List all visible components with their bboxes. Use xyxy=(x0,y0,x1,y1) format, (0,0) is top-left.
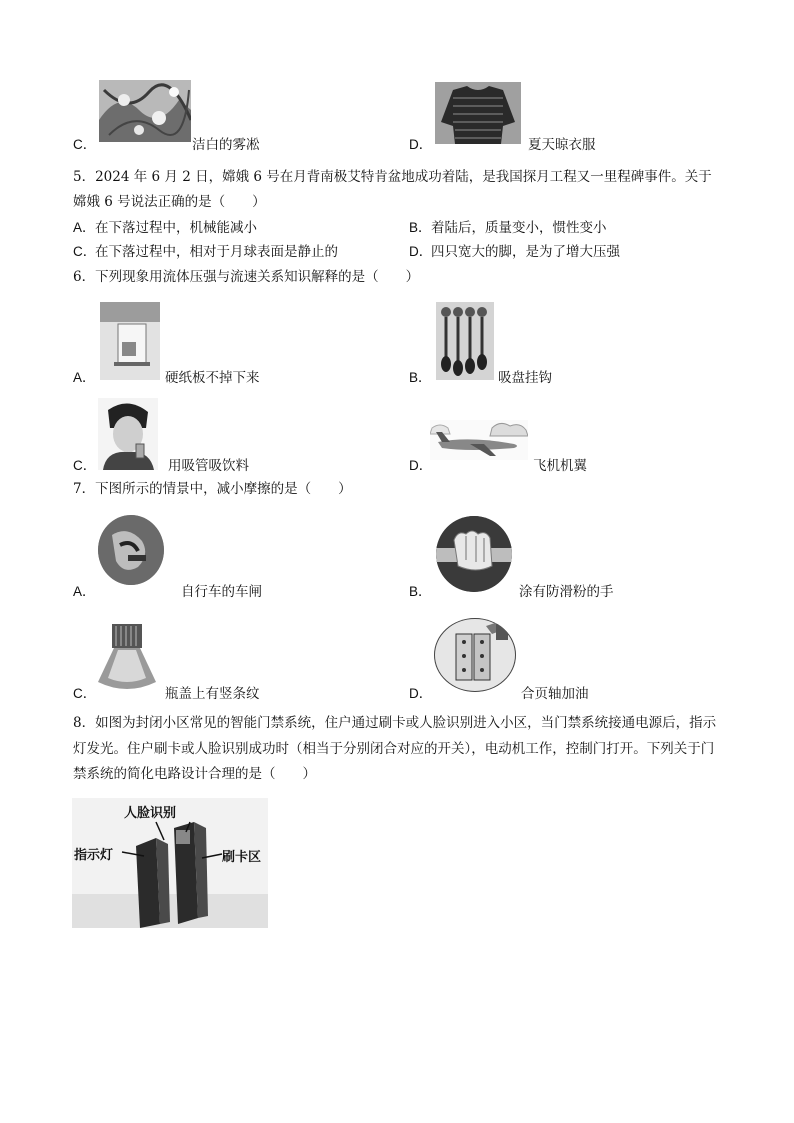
bottle-cap-photo xyxy=(94,620,160,692)
q7-option-a-text: 自行车的车闸 xyxy=(181,584,262,600)
sweater-photo xyxy=(435,82,521,144)
access-gate-figure xyxy=(72,798,268,928)
q6-option-b-text: 吸盘挂钩 xyxy=(498,370,552,386)
q5-option-b-letter: B． xyxy=(409,220,432,235)
q6-option-b-letter: B． xyxy=(409,370,432,385)
q5-option-d-letter: D． xyxy=(409,244,433,259)
q6-option-a-letter: A． xyxy=(73,370,96,385)
q4-option-d-text: 夏天晾衣服 xyxy=(528,137,596,153)
q7-option-b-text: 涂有防滑粉的手 xyxy=(519,584,614,600)
q5-option-a-text: 在下落过程中，机械能减小 xyxy=(95,220,257,236)
gate-label-card: 刷卡区 xyxy=(222,850,262,865)
q5-option-a-letter: A． xyxy=(73,220,96,235)
q7-option-c-letter: C． xyxy=(73,686,97,701)
q7-option-d-letter: D． xyxy=(409,686,433,701)
bike-brake-photo xyxy=(98,515,164,585)
q5-option-c-letter: C． xyxy=(73,244,97,259)
q6-option-a-text: 硬纸板不掉下来 xyxy=(165,370,260,386)
q6-option-c-letter: C． xyxy=(73,458,97,473)
q4-option-d-letter: D． xyxy=(409,137,433,152)
q6-option-c-text: 用吸管吸饮料 xyxy=(168,458,249,474)
boy-drinking-photo xyxy=(98,398,158,470)
q6-stem: 6．下列现象用流体压强与流速关系知识解释的是（ ） xyxy=(73,269,420,285)
q7-option-c-text: 瓶盖上有竖条纹 xyxy=(165,686,260,702)
q6-option-d-letter: D． xyxy=(409,458,433,473)
q5-option-c-text: 在下落过程中，相对于月球表面是静止的 xyxy=(95,244,338,260)
q7-option-a-letter: A． xyxy=(73,584,96,599)
q5-option-b-text: 着陆后，质量变小，惯性变小 xyxy=(431,220,607,236)
q6-option-d-text: 飞机机翼 xyxy=(533,458,587,474)
hinge-oil-photo xyxy=(434,618,516,692)
q7-option-d-text: 合页轴加油 xyxy=(521,686,589,702)
gate-label-light: 指示灯 xyxy=(74,848,114,863)
airplane-photo xyxy=(430,420,528,460)
q8-stem: 8．如图为封闭小区常见的智能门禁系统，住户通过刷卡或人脸识别进入小区，当门禁系统接通电源后，指示灯发光。住户刷卡或人脸识别成功时（相当于分别闭合对应的开关），电动机工作，控制门打开。下列关于门禁系统的简化电路设计合理的是（ ） xyxy=(73,715,717,782)
q4-option-c-letter: C． xyxy=(73,137,97,152)
q7-option-b-letter: B． xyxy=(409,584,432,599)
q7-stem: 7．下图所示的情景中，减小摩擦的是（ ） xyxy=(73,481,352,497)
chalk-hand-photo xyxy=(436,516,512,592)
frost-rime-photo xyxy=(99,80,191,142)
suction-hooks-photo xyxy=(436,302,494,380)
cardboard-glass-photo xyxy=(100,302,160,380)
gate-label-face: 人脸识别 xyxy=(124,806,177,821)
q5-stem: 5．2024 年 6 月 2 日，嫦娥 6 号在月背南极艾特肯盆地成功着陆，是我国探月工程又一里程碑事件。关于嫦娥 6 号说法正确的是（ ） xyxy=(73,169,712,210)
q5-option-d-text: 四只宽大的脚，是为了增大压强 xyxy=(431,244,620,260)
q4-option-c-text: 洁白的雾凇 xyxy=(192,137,260,153)
